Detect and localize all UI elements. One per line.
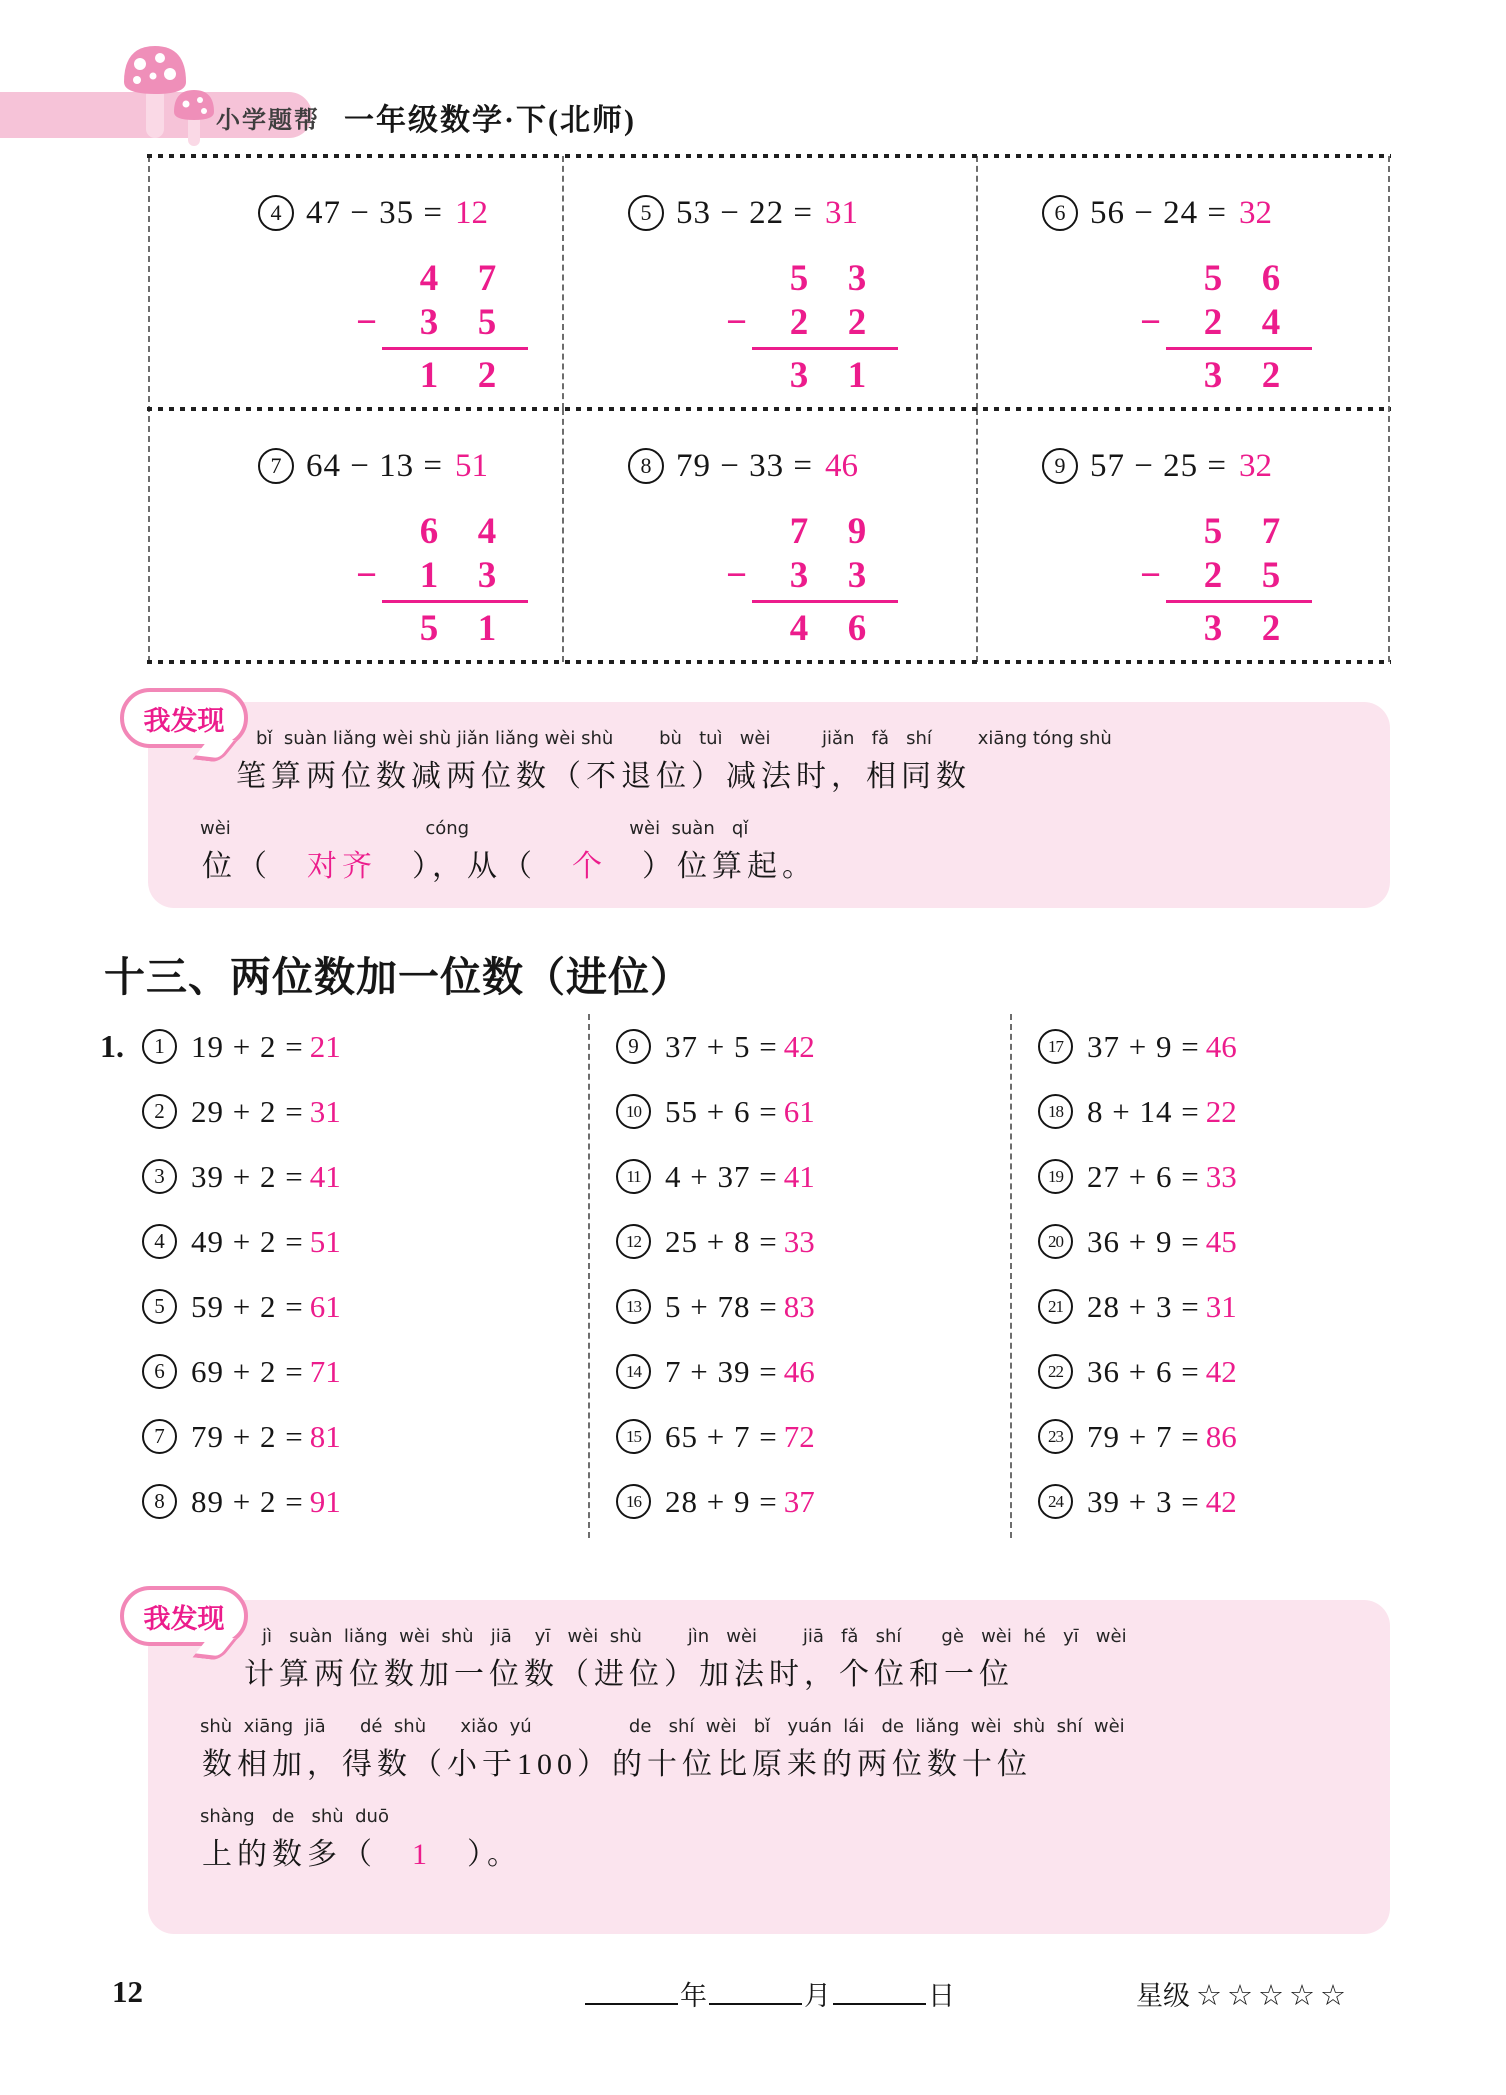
practice-problem [1038, 1274, 1460, 1339]
answer: 46 [824, 447, 858, 484]
problem-number: 11 [616, 1159, 651, 1194]
practice-problem [100, 1339, 588, 1404]
practice-column [590, 1014, 1012, 1538]
problem-number: 23 [1038, 1419, 1073, 1454]
problem-number: 8 [142, 1484, 177, 1519]
problem-number: 3 [142, 1159, 177, 1194]
discovery-line [188, 1714, 1350, 1786]
column-row [724, 353, 900, 397]
digit: 7 [477, 257, 497, 299]
expression: 36 + 9 = [1087, 1223, 1200, 1259]
subtraction-problem [978, 409, 1392, 662]
problem-number: 19 [1038, 1159, 1073, 1194]
practice-problem [616, 1079, 1010, 1144]
minus-sign: − [356, 301, 378, 343]
expression: 25 + 8 = [665, 1223, 778, 1259]
hanzi-text: 位（ [202, 850, 307, 883]
expression: 79 + 7 = [1087, 1418, 1200, 1454]
practice-problem [616, 1014, 1010, 1079]
answer: 51 [454, 447, 488, 484]
digit: 4 [419, 257, 439, 299]
hanzi-text: 计算两位数加一位数（进位）加法时，个位和一位 [244, 1658, 1014, 1691]
discovery-badge-label: 我发现 [143, 1603, 225, 1634]
practice-problem [100, 1209, 588, 1274]
answer: 46 [1205, 1028, 1237, 1064]
digit: 3 [1203, 607, 1223, 649]
problem-number: 14 [616, 1354, 651, 1389]
digit: 3 [789, 354, 809, 396]
practice-problem [1038, 1014, 1460, 1079]
digit: 3 [1203, 354, 1223, 396]
expression: 49 + 2 = [191, 1223, 304, 1259]
problem-number: 5 [628, 195, 664, 231]
column-subtraction [354, 256, 530, 397]
problem-number: 4 [142, 1224, 177, 1259]
pinyin-line: jì suàn liǎng wèi shù jiā yī wèi shù jìn wèi jiā fǎ shí gè wèi hé yī wèi [262, 1626, 1127, 1647]
practice-problem [616, 1339, 1010, 1404]
answer: 31 [1205, 1288, 1237, 1324]
problem-number: 13 [616, 1289, 651, 1324]
digit: 4 [477, 510, 497, 552]
practice-problem [1038, 1339, 1460, 1404]
problem-number: 4 [258, 195, 294, 231]
column-row [1138, 553, 1314, 597]
discovery-content [148, 1600, 1390, 1876]
column-row [1138, 606, 1314, 650]
digit: 2 [1261, 607, 1281, 649]
date-blank-day [833, 1977, 926, 2005]
pinyin-line: shù xiāng jiā dé shù xiǎo yú de shí wèi bǐ yuán lái de liǎng wèi shù shí wèi [200, 1716, 1125, 1737]
hanzi-text: 数相加，得数（小于100）的十位比原来的两位数十位 [202, 1748, 1032, 1781]
blank-answer: 1 [412, 1838, 432, 1871]
problem-number: 2 [142, 1094, 177, 1129]
problem-number: 1 [142, 1029, 177, 1064]
digit: 1 [477, 607, 497, 649]
column-row [354, 606, 530, 650]
column-subtraction [1138, 509, 1314, 650]
expression: 39 + 2 = [191, 1158, 304, 1194]
digit: 7 [789, 510, 809, 552]
practice-problem [100, 1404, 588, 1469]
column-row [354, 300, 530, 344]
expression: 47 − 35 = [306, 194, 443, 231]
digit: 2 [1203, 554, 1223, 596]
answer: 32 [1238, 194, 1272, 231]
digit: 1 [419, 554, 439, 596]
practice-column [100, 1014, 590, 1538]
expression: 53 − 22 = [676, 194, 813, 231]
discovery-line [188, 816, 1350, 888]
column-row [724, 606, 900, 650]
subtraction-problem [978, 156, 1392, 409]
expression: 65 + 7 = [665, 1418, 778, 1454]
expression: 56 − 24 = [1090, 194, 1227, 231]
digit: 3 [847, 554, 867, 596]
equation [258, 192, 562, 234]
answer-line [1166, 347, 1312, 350]
practice-problem [1038, 1209, 1460, 1274]
practice-list [100, 1014, 1460, 1538]
answer: 51 [309, 1223, 341, 1259]
problem-number: 17 [1038, 1029, 1073, 1064]
answer: 41 [309, 1158, 341, 1194]
problem-number: 15 [616, 1419, 651, 1454]
practice-problem [1038, 1144, 1460, 1209]
practice-problem [616, 1144, 1010, 1209]
digit: 3 [789, 554, 809, 596]
hanzi-line [188, 1744, 1350, 1786]
problem-number: 7 [142, 1419, 177, 1454]
answer: 32 [1238, 447, 1272, 484]
expression: 37 + 9 = [1087, 1028, 1200, 1064]
dotted-border-bottom [147, 660, 1391, 664]
answer: 42 [783, 1028, 815, 1064]
subtraction-grid [148, 156, 1390, 662]
answer: 33 [1205, 1158, 1237, 1194]
problem-number: 16 [616, 1484, 651, 1519]
subtraction-problem [564, 156, 978, 409]
problem-number: 9 [616, 1029, 651, 1064]
problem-number: 18 [1038, 1094, 1073, 1129]
column-row [1138, 300, 1314, 344]
answer-line [752, 347, 898, 350]
blank-answer: 个 [572, 850, 607, 883]
list-number: 1. [100, 1028, 124, 1064]
expression: 64 − 13 = [306, 447, 443, 484]
date-blank-year [585, 1977, 678, 2005]
year-label: 年 [680, 1981, 707, 2011]
digit: 9 [847, 510, 867, 552]
subtraction-problem [150, 156, 564, 409]
answer: 12 [454, 194, 488, 231]
digit: 4 [789, 607, 809, 649]
expression: 89 + 2 = [191, 1483, 304, 1519]
answer: 42 [1205, 1353, 1237, 1389]
subtraction-problem [150, 409, 564, 662]
star-rating [1136, 1974, 1351, 2013]
day-label: 日 [928, 1981, 955, 2011]
brand-label: 小学题帮 [216, 107, 320, 134]
pinyin-line: bǐ suàn liǎng wèi shù jiǎn liǎng wèi shù bù tuì wèi jiǎn fǎ shí xiāng tóng shù [256, 728, 1112, 749]
digit: 5 [1203, 257, 1223, 299]
practice-problem [616, 1209, 1010, 1274]
expression: 55 + 6 = [665, 1093, 778, 1129]
digit: 6 [847, 607, 867, 649]
star-rating-label: 星级 [1136, 1981, 1190, 2012]
problem-number: 22 [1038, 1354, 1073, 1389]
minus-sign: − [356, 554, 378, 596]
column-row [1138, 509, 1314, 553]
dotted-border-top [147, 154, 1391, 158]
practice-problem [100, 1144, 588, 1209]
minus-sign: − [1140, 301, 1162, 343]
minus-sign: − [726, 554, 748, 596]
answer: 83 [783, 1288, 815, 1324]
hanzi-text: ）。 [432, 1838, 522, 1871]
digit: 3 [419, 301, 439, 343]
problem-number: 7 [258, 448, 294, 484]
section-title: 十三、两位数加一位数（进位） [104, 954, 692, 1000]
digit: 2 [477, 354, 497, 396]
answer-line [1166, 600, 1312, 603]
month-label: 月 [804, 1981, 831, 2011]
expression: 27 + 6 = [1087, 1158, 1200, 1194]
digit: 2 [1203, 301, 1223, 343]
expression: 69 + 2 = [191, 1353, 304, 1389]
expression: 7 + 39 = [665, 1353, 778, 1389]
column-row [354, 256, 530, 300]
digit: 5 [789, 257, 809, 299]
practice-problem [100, 1469, 588, 1534]
answer: 33 [783, 1223, 815, 1259]
problem-number: 20 [1038, 1224, 1073, 1259]
pinyin-line: shàng de shù duō [200, 1806, 389, 1827]
star-icons: ☆☆☆☆☆ [1196, 1978, 1351, 2012]
discovery-line [188, 726, 1350, 798]
column-row [724, 509, 900, 553]
equation [258, 445, 562, 487]
hanzi-line [188, 1834, 1350, 1876]
column-row [354, 509, 530, 553]
answer: 42 [1205, 1483, 1237, 1519]
digit: 3 [477, 554, 497, 596]
practice-problem [100, 1079, 588, 1144]
column-row [724, 256, 900, 300]
answer: 71 [309, 1353, 341, 1389]
problem-number: 12 [616, 1224, 651, 1259]
answer: 46 [783, 1353, 815, 1389]
discovery-content [148, 702, 1390, 888]
date-line [583, 1974, 955, 2013]
answer: 72 [783, 1418, 815, 1454]
discovery-badge [120, 688, 248, 748]
column-subtraction [724, 509, 900, 650]
equation [628, 445, 976, 487]
answer: 37 [783, 1483, 815, 1519]
expression: 57 − 25 = [1090, 447, 1227, 484]
column-row [724, 553, 900, 597]
answer-line [382, 600, 528, 603]
practice-problem [100, 1274, 588, 1339]
column-row [1138, 353, 1314, 397]
expression: 59 + 2 = [191, 1288, 304, 1324]
equation [628, 192, 976, 234]
hanzi-line [188, 756, 1350, 798]
discovery-box-subtraction [143, 702, 1390, 908]
expression: 36 + 6 = [1087, 1353, 1200, 1389]
digit: 2 [1261, 354, 1281, 396]
equation [1042, 445, 1392, 487]
page-number: 12 [112, 1974, 143, 2009]
hanzi-line [188, 846, 1350, 888]
answer: 86 [1205, 1418, 1237, 1454]
discovery-line [188, 1804, 1350, 1876]
pinyin-line: wèi cóng wèi suàn qǐ [200, 818, 749, 839]
problem-number: 9 [1042, 448, 1078, 484]
discovery-badge [120, 1586, 248, 1646]
problem-number: 6 [142, 1354, 177, 1389]
answer: 31 [309, 1093, 341, 1129]
problem-number: 10 [616, 1094, 651, 1129]
digit: 7 [1261, 510, 1281, 552]
problem-number: 6 [1042, 195, 1078, 231]
practice-column [1012, 1014, 1460, 1538]
expression: 28 + 9 = [665, 1483, 778, 1519]
practice-problem [616, 1469, 1010, 1534]
digit: 1 [419, 354, 439, 396]
dotted-border-middle [147, 407, 1391, 411]
column-row [1138, 256, 1314, 300]
expression: 5 + 78 = [665, 1288, 778, 1324]
hanzi-text: ），从（ [377, 850, 572, 883]
column-row [724, 300, 900, 344]
answer: 31 [824, 194, 858, 231]
practice-problem [100, 1014, 588, 1079]
date-blank-month [709, 1977, 802, 2005]
expression: 29 + 2 = [191, 1093, 304, 1129]
answer: 41 [783, 1158, 815, 1194]
practice-problem [616, 1404, 1010, 1469]
answer: 61 [309, 1288, 341, 1324]
column-subtraction [724, 256, 900, 397]
expression: 37 + 5 = [665, 1028, 778, 1064]
blank-answer: 对齐 [307, 850, 377, 883]
equation [1042, 192, 1392, 234]
column-subtraction [1138, 256, 1314, 397]
page-footer [0, 1970, 1506, 2016]
minus-sign: − [726, 301, 748, 343]
digit: 5 [477, 301, 497, 343]
digit: 5 [1203, 510, 1223, 552]
expression: 4 + 37 = [665, 1158, 778, 1194]
hanzi-text: 笔算两位数减两位数（不退位）减法时，相同数 [236, 760, 971, 793]
digit: 4 [1261, 301, 1281, 343]
answer: 45 [1205, 1223, 1237, 1259]
digit: 1 [847, 354, 867, 396]
digit: 5 [1261, 554, 1281, 596]
practice-problem [1038, 1404, 1460, 1469]
answer: 91 [309, 1483, 341, 1519]
discovery-line [188, 1624, 1350, 1696]
hanzi-text: 上的数多（ [202, 1838, 412, 1871]
expression: 8 + 14 = [1087, 1093, 1200, 1129]
problem-number: 24 [1038, 1484, 1073, 1519]
digit: 6 [1261, 257, 1281, 299]
practice-problem [616, 1274, 1010, 1339]
expression: 39 + 3 = [1087, 1483, 1200, 1519]
discovery-box-addition [143, 1600, 1390, 1934]
problem-number: 8 [628, 448, 664, 484]
problem-number: 5 [142, 1289, 177, 1324]
practice-problem [1038, 1079, 1460, 1144]
page-header-title: 一年级数学·下(北师) [344, 104, 636, 137]
column-row [354, 553, 530, 597]
expression: 79 − 33 = [676, 447, 813, 484]
answer: 22 [1205, 1093, 1237, 1129]
hanzi-line [188, 1654, 1350, 1696]
column-subtraction [354, 509, 530, 650]
digit: 6 [419, 510, 439, 552]
column-row [354, 353, 530, 397]
mushroom-icon [104, 34, 224, 150]
digit: 3 [847, 257, 867, 299]
answer: 81 [309, 1418, 341, 1454]
expression: 19 + 2 = [191, 1028, 304, 1064]
answer: 61 [783, 1093, 815, 1129]
answer-line [382, 347, 528, 350]
digit: 2 [847, 301, 867, 343]
minus-sign: − [1140, 554, 1162, 596]
subtraction-problem [564, 409, 978, 662]
digit: 5 [419, 607, 439, 649]
practice-problem [1038, 1469, 1460, 1534]
hanzi-text: ）位算起。 [607, 850, 817, 883]
problem-number: 21 [1038, 1289, 1073, 1324]
expression: 79 + 2 = [191, 1418, 304, 1454]
answer-line [752, 600, 898, 603]
expression: 28 + 3 = [1087, 1288, 1200, 1324]
discovery-badge-label: 我发现 [143, 705, 225, 736]
digit: 2 [789, 301, 809, 343]
answer: 21 [309, 1028, 341, 1064]
